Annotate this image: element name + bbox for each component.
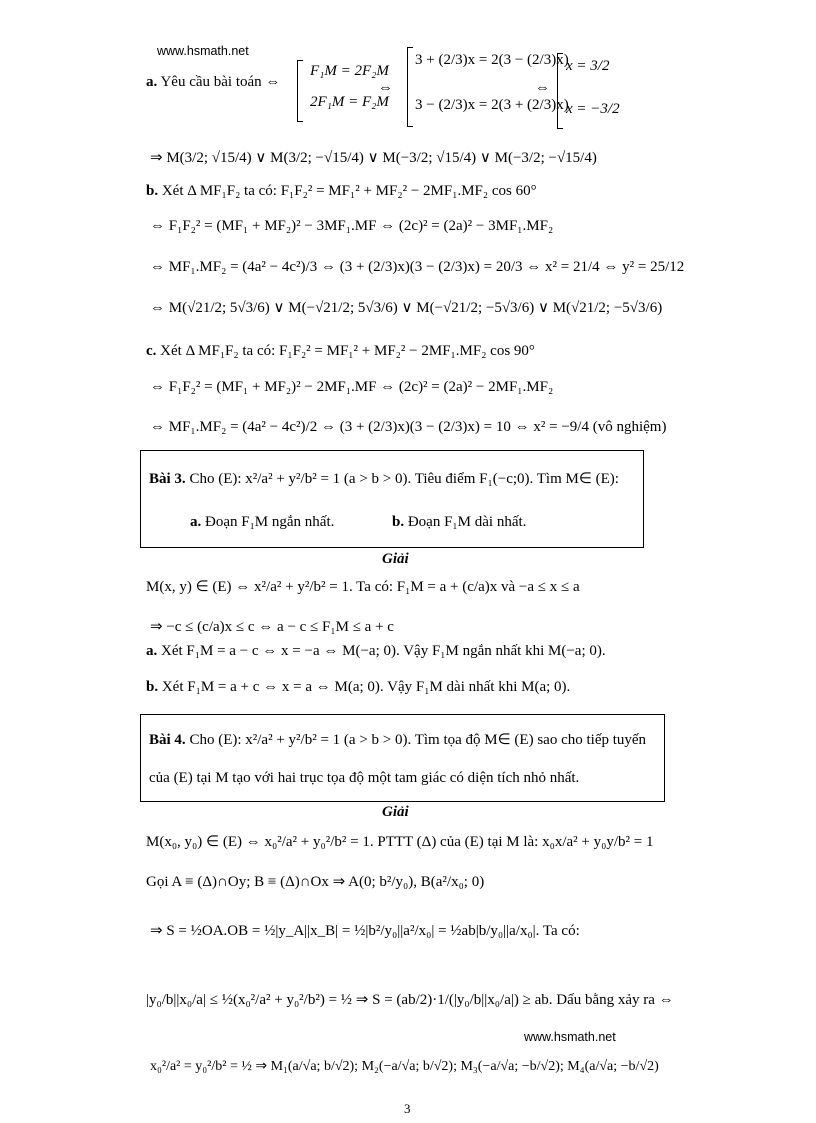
system-bracket-3 xyxy=(557,53,563,129)
problem-3-b-label: b. xyxy=(392,514,405,530)
problem-3-part-b xyxy=(392,514,526,531)
problem-4-statement-1 xyxy=(149,730,646,749)
solution-3-a-label: a. xyxy=(146,643,158,659)
solution-4-line1: M(x₀, y₀) ∈ (E) ⇔ x₀²/a² + y₀²/b² = 1. PTTT (Δ) của (E) tại M là: x₀x/a² + y₀y/b² = 1 xyxy=(146,834,654,850)
watermark-bottom: www.hsmath.net xyxy=(524,1030,616,1044)
section-b-text1: Xét Δ MF₁F₂ ta có: F₁F₂² = MF₁² + MF₂² − 2MF₁.MF₂ cos 60° xyxy=(161,183,537,199)
problem-3-box xyxy=(140,450,644,548)
section-c-text1: Xét Δ MF₁F₂ ta có: F₁F₂² = MF₁² + MF₂² − 2MF₁.MF₂ cos 90° xyxy=(160,343,535,359)
problem-3-statement xyxy=(149,469,619,488)
problem-4-title: Bài 4. xyxy=(149,732,186,748)
system1-row1: F₁M = 2F₂M xyxy=(310,63,389,79)
solution-3-b-label: b. xyxy=(146,679,159,695)
system-bracket-1 xyxy=(297,60,303,122)
solution-4-heading: Giải xyxy=(382,804,409,820)
solution-3-b-text: Xét F₁M = a + c ⇔ x = a ⇔ M(a; 0). Vậy F₁M dài nhất khi M(a; 0). xyxy=(161,679,571,695)
solution-4-line5: x₀²/a² = y₀²/b² = ½ ⇒ M₁(a/√a; b/√2); M₂(−a/√a; b/√2); M₃(−a/√a; −b/√2); M₄(a/√a; −b/√2) xyxy=(150,1059,659,1074)
solution-3-heading: Giải xyxy=(382,551,409,567)
problem-3-a-label: a. xyxy=(190,514,202,530)
section-c-line2: ⇔ F₁F₂² = (MF₁ + MF₂)² − 2MF₁.MF ⇔ (2c)² = (2a)² − 2MF₁.MF₂ xyxy=(150,379,554,395)
section-a-text: Yêu cầu bài toán ⇔ xyxy=(160,74,281,90)
iff-symbol-1: ⇔ xyxy=(378,80,393,96)
problem-4-statement-2: của (E) tại M tạo với hai trục tọa độ một tam giác có diện tích nhỏ nhất. xyxy=(149,770,580,786)
system2-row1: 3 + (2/3)x = 2(3 − (2/3)x) xyxy=(415,52,569,68)
section-c-line3 xyxy=(150,419,666,436)
section-b-line4: ⇔ M(√21/2; 5√3/6) ∨ M(−√21/2; 5√3/6) ∨ M(−√21/2; −5√3/6) ∨ M(√21/2; −5√3/6) xyxy=(150,300,663,316)
no-solution-note: (vô nghiệm) xyxy=(592,419,667,435)
system2-row2: 3 − (2/3)x = 2(3 + (2/3)x) xyxy=(415,97,569,113)
problem-3-title: Bài 3. xyxy=(149,471,186,487)
section-b-label: b. xyxy=(146,183,159,199)
problem-3-text: Cho (E): x²/a² + y²/b² = 1 (a > b > 0). Tiêu điểm F₁(−c;0). Tìm M∈ (E): xyxy=(189,471,619,487)
page-number: 3 xyxy=(404,1101,411,1116)
watermark-top: www.hsmath.net xyxy=(157,44,249,58)
system-bracket-2 xyxy=(407,47,413,127)
section-c-text3: ⇔ MF₁.MF₂ = (4a² − 4c²)/2 ⇔ (3 + (2/3)x)(3 − (2/3)x) = 10 ⇔ x² = −9/4 xyxy=(150,419,589,435)
solution-3-part-a xyxy=(146,643,606,660)
section-b-line2: ⇔ F₁F₂² = (MF₁ + MF₂)² − 3MF₁.MF ⇔ (2c)² = (2a)² − 3MF₁.MF₂ xyxy=(150,218,554,234)
section-b-line1 xyxy=(146,183,537,200)
section-a-result: ⇒ M(3/2; √15/4) ∨ M(3/2; −√15/4) ∨ M(−3/2; √15/4) ∨ M(−3/2; −√15/4) xyxy=(150,150,597,166)
solution-4-line3: ⇒ S = ½OA.OB = ½|y_A||x_B| = ½|b²/y₀||a²/x₀| = ½ab|b/y₀||a/x₀|. Ta có: xyxy=(150,923,580,939)
solution-4-line2: Gọi A ≡ (Δ)∩Oy; B ≡ (Δ)∩Ox ⇒ A(0; b²/y₀), B(a²/x₀; 0) xyxy=(146,874,485,890)
iff-symbol-2: ⇔ xyxy=(535,80,550,96)
system3-row1: x = 3/2 xyxy=(566,58,610,74)
solution-3-part-b xyxy=(146,679,570,696)
section-c-label: c. xyxy=(146,343,157,359)
problem-4-box xyxy=(140,714,665,802)
system3-row2: x = −3/2 xyxy=(566,101,620,117)
solution-4-line4: |y₀/b||x₀/a| ≤ ½(x₀²/a² + y₀²/b²) = ½ ⇒ S = (ab/2)·1/(|y₀/b||x₀/a|) ≥ ab. Dấu bằng xảy ra ⇔ xyxy=(146,992,674,1008)
section-b-line3: ⇔ MF₁.MF₂ = (4a² − 4c²)/3 ⇔ (3 + (2/3)x)(3 − (2/3)x) = 20/3 ⇔ x² = 21/4 ⇔ y² = 25/12 xyxy=(150,259,685,275)
section-a-label: a. xyxy=(146,74,158,90)
section-a-intro xyxy=(146,74,280,91)
system1-row2: 2F₁M = F₂M xyxy=(310,94,389,110)
section-c-line1 xyxy=(146,343,535,360)
problem-3-part-a xyxy=(190,514,334,531)
problem-4-text1: Cho (E): x²/a² + y²/b² = 1 (a > b > 0). Tìm tọa độ M∈ (E) sao cho tiếp tuyến xyxy=(189,732,647,748)
solution-3-line2: ⇒ −c ≤ (c/a)x ≤ c ⇔ a − c ≤ F₁M ≤ a + c xyxy=(150,619,394,635)
solution-3-a-text: Xét F₁M = a − c ⇔ x = −a ⇔ M(−a; 0). Vậy F₁M ngắn nhất khi M(−a; 0). xyxy=(161,643,606,659)
solution-3-line1: M(x, y) ∈ (E) ⇔ x²/a² + y²/b² = 1. Ta có: F₁M = a + (c/a)x và −a ≤ x ≤ a xyxy=(146,579,580,595)
problem-3-a-text: Đoạn F₁M ngắn nhất. xyxy=(205,514,335,530)
problem-3-b-text: Đoạn F₁M dài nhất. xyxy=(407,514,527,530)
